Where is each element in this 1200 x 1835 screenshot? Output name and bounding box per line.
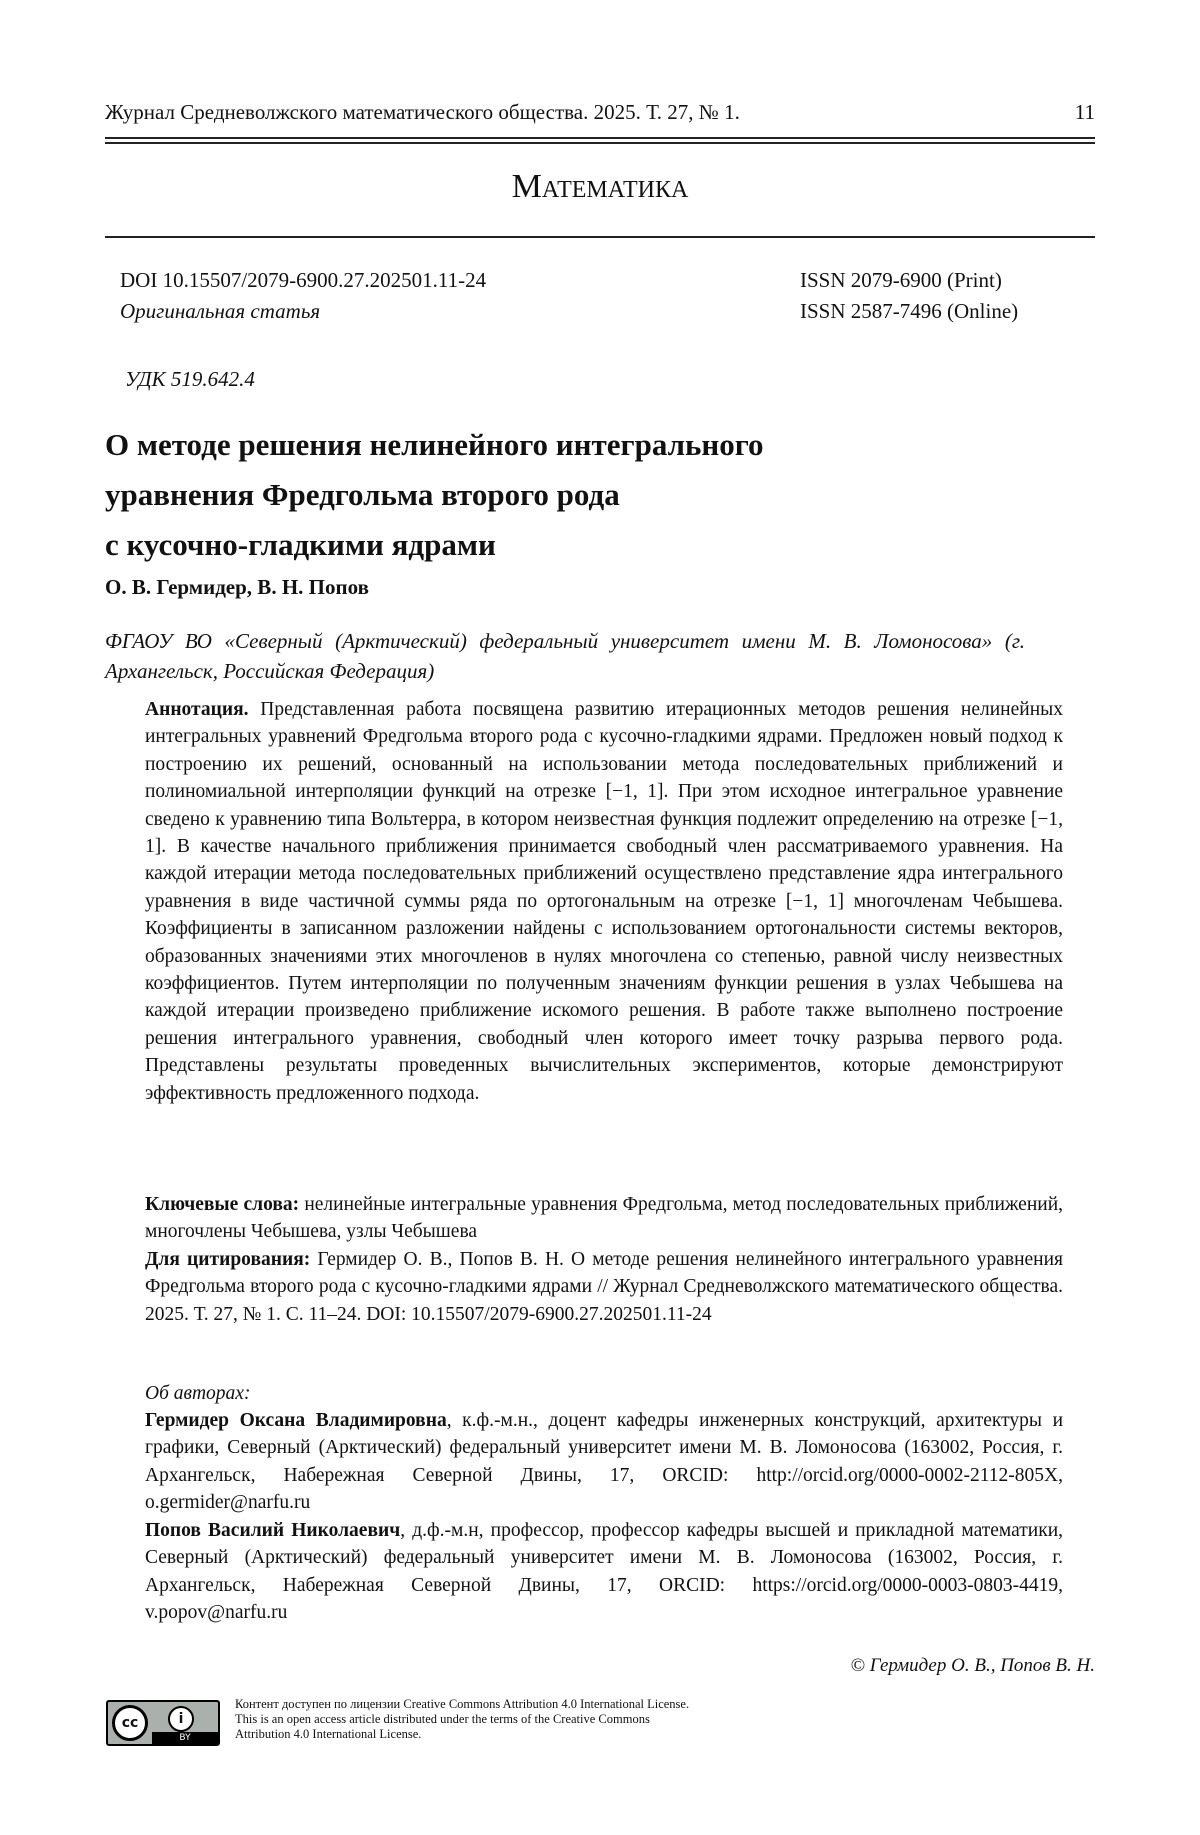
header-rule-2 [105,142,1095,144]
cc-by-license-icon [106,1700,220,1746]
author-bio [145,1517,1063,1627]
title-line: с кусочно-гладкими ядрами [105,527,496,562]
keywords [145,1191,1063,1246]
issn-block [800,265,1018,327]
running-header [105,100,1095,125]
journal-name: Журнал Средневолжского математического общества. 2025. Т. 27, № 1. [105,100,740,124]
author-bio-name: Гермидер Оксана Владимировна [145,1410,447,1431]
keywords-label: Ключевые слова: [145,1194,300,1215]
doi: DOI 10.15507/2079-6900.27.202501.11-24 [120,268,487,292]
page-number: 11 [1074,100,1095,124]
author-bio-text: , д.ф.-м.н, профессор, профессор кафедры высшей и прикладной математики, Северный (Арктический) федеральный университет имени М. В. Ломоносова (163002, Россия, г. Архангельск, Набережная Северной Двины, 17, ORCID: https://orcid.org/0000-0003-0803-4419, v.popov@narfu.ru [145,1520,1063,1624]
attribution-icon: i [168,1706,194,1732]
keywords-text: нелинейные интегральные уравнения Фредгольма, метод последовательных приближений, многочлены Чебышева, узлы Чебышева [145,1194,1064,1243]
citation-label: Для цитирования: [145,1249,311,1270]
abstract-label: Аннотация. [145,699,249,720]
title-line: уравнения Фредгольма второго рода [105,477,620,512]
section-rule [105,236,1095,238]
by-label: BY [152,1732,218,1744]
title-line: О методе решения нелинейного интегрального [105,427,764,462]
about-label: Об авторах: [145,1383,251,1404]
license-line: This is an open access article distributed under the terms of the Creative Commons [235,1712,650,1726]
header-rule [105,137,1095,139]
author-bio-name: Попов Василий Николаевич [145,1520,401,1541]
license-line: Attribution 4.0 International License. [235,1727,422,1741]
author-bio-text: , к.ф.-м.н., доцент кафедры инженерных конструкций, архитектуры и графики, Северный (Арктический) федеральный университет имени М. В. Ломоносова (163002, Россия, г. Архангельск, Набережная Северной Двины, 17, ORCID: http://orcid.org/0000-0002-2112-805X, o.germider@narfu.ru [145,1410,1064,1514]
citation [145,1246,1063,1328]
udk: УДК 519.642.4 [125,367,255,391]
copyright: © Гермидер О. В., Попов В. Н. [850,1655,1095,1676]
authors: О. В. Гермидер, В. Н. Попов [105,575,369,599]
section-title: Математика [511,168,689,205]
issn-online: ISSN 2587-7496 (Online) [800,299,1019,323]
cc-icon: cc [112,1705,148,1741]
issn-print: ISSN 2079-6900 (Print) [800,268,1002,292]
license-text [235,1697,689,1742]
article-title [105,420,764,570]
doi-block [120,265,486,327]
license-line: Контент доступен по лицензии Creative Commons Attribution 4.0 International License. [235,1697,690,1711]
abstract-text: Представленная работа посвящена развитию итерационных методов решения нелинейных интегральных уравнений Фредгольма второго рода с кусочно-гладкими ядрами. Предложен новый подход к построению их решений, основанный на использовании метода последовательных приближений и полиномиальной интерполяции функций на отрезке [−1, 1]. При этом исходное интегральное уравнение сведено к уравнению типа Вольтерра, в котором неизвестная функция подлежит определению на отрезке [−1, 1]. В качестве начального приближения принимается свободный член рассматриваемого уравнения. На каждой итерации метода последовательных приближений осуществлено представление ядра интегрального уравнения в виде частичной суммы ряда по ортогональным на отрезке [−1, 1] многочленам Чебышева. Коэффициенты в записанном разложении найдены с использованием ортогональности системы векторов, образованных значениями этих многочленов в нулях многочлена со степенью, равной числу неизвестных коэффициентов. Путем интерполяции по полученным значениям функции решения в узлах Чебышева на каждой итерации произведено приближение искомого решения. В работе также выполнено построение решения интегрального уравнения, свободный член которого имеет точку разрыва первого рода. Представлены результаты проведенных вычислительных экспериментов, которые демонстрируют эффективность предложенного подхода. [145,699,1063,1104]
article-type: Оригинальная статья [120,299,321,323]
citation-text: Гермидер О. В., Попов В. Н. О методе решения нелинейного интегрального уравнения Фредгольма второго рода с кусочно-гладкими ядрами // Журнал Средневолжского математического общества. 2025. Т. 27, № 1. С. 11–24. DOI: 10.15507/2079-6900.27.202501.11-24 [145,1249,1063,1325]
affiliation: ФГАОУ ВО «Северный (Арктический) федеральный университет имени М. В. Ломоносова» (г. Архангельск, Российская Федерация) [105,629,1025,683]
author-bio [145,1407,1063,1517]
abstract [145,696,1063,1107]
